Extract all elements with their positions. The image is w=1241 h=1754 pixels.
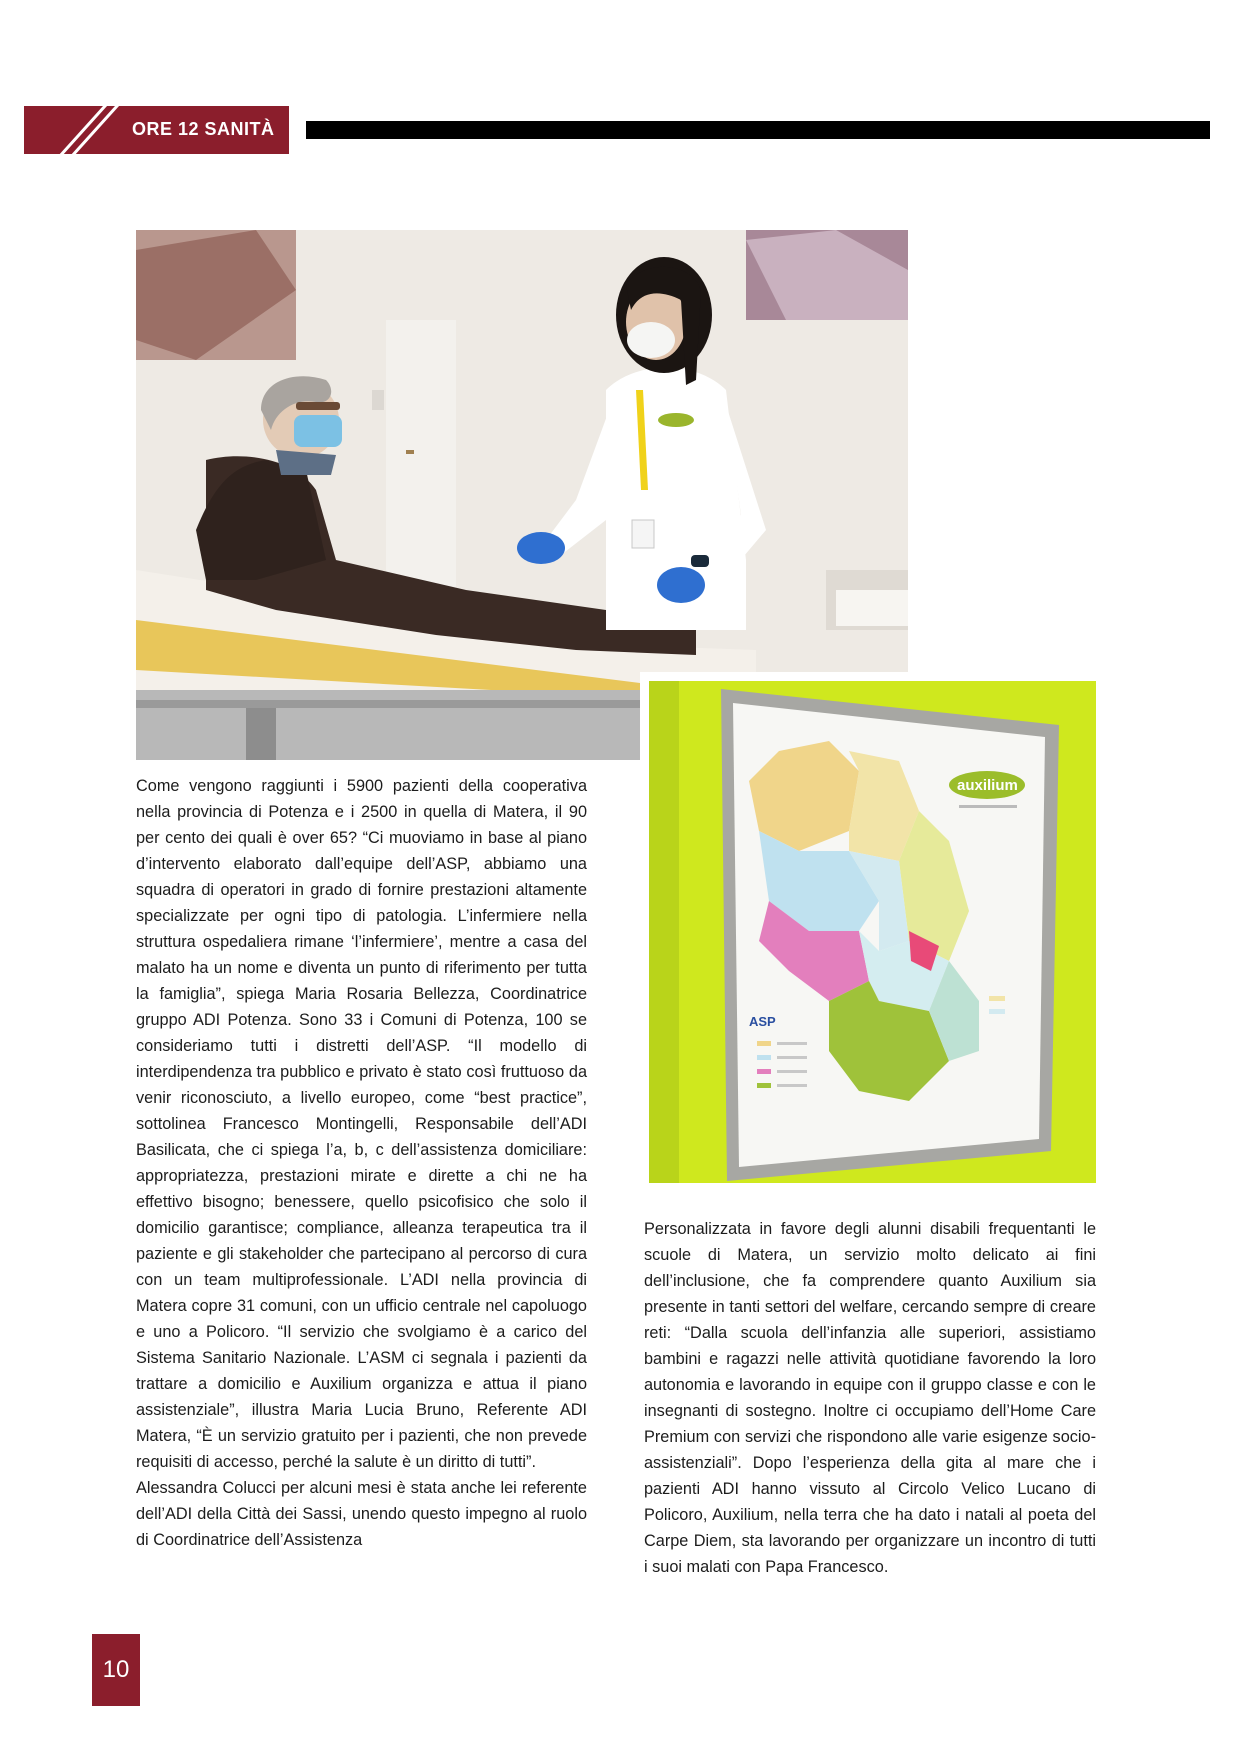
section-label: ORE 12 SANITÀ: [132, 119, 275, 139]
auxilium-logo-text: auxilium: [957, 777, 1018, 794]
map-photo-frame: [640, 672, 1103, 1187]
article-paragraph: Come vengono raggiunti i 5900 pazienti della cooperativa nella provincia di Potenza e i 2500 in quella di Matera, il 90 per cento dei quali è over 65? “Ci muoviamo in base al piano d’intervento elaborato dall’equipe dell’ASP, abbiamo una squadra di operatori in grado di fornire prestazioni altamente specializzate per ogni tipo di patologia. L’infermiere nella struttura ospedaliera rimane ‘l’infermiere’, mentre a casa del malato ha un nome e diventa un punto di riferimento per tutta la famiglia”, spiega Maria Rosaria Bellezza, Coordinatrice gruppo ADI Potenza. Sono 33 i Comuni di Potenza, 100 se consideriamo tutti i distretti dell’ASP. “Il modello di interdipendenza tra pubblico e privato è stato così fruttuoso da venir riconosciuto, a livello europeo, come “best practice”, sottolinea Francesco Montingelli, Responsabile dell’ADI Basilicata, che ci spiega l’a, b, c dell’assistenza domiciliare: appropriatezza, prestazioni mirate e dirette a chi ne ha effettivo bisogno; benessere, quello psicofisico che solo il domicilio garantisce; compliance, alleanza terapeutica tra il paziente e gli stakeholder che partecipano al percorso di cura con un team multiprofessionale. L’ADI nella provincia di Matera copre 31 comuni, con un ufficio centrale nel capoluogo e uno a Policoro. “Il servizio che svolgiamo è a carico del Sistema Sanitario Nazionale. L’ASM ci segnala i pazienti da trattare a domicilio e Auxilium organizza e attua il piano assistenziale”, illustra Maria Lucia Bruno, Referente ADI Matera, “È un servizio gratuito per i pazienti, che non prevede requisiti di accesso, perché la salute è un diritto di tutti”.: [136, 777, 587, 1471]
asp-badge-text: ASP: [749, 1014, 776, 1029]
article-paragraph: Alessandra Colucci per alcuni mesi è stata anche lei referente dell’ADI della Città dei Sassi, unendo questo impegno al ruolo di Coordinatrice dell’Assistenza: [136, 1479, 587, 1549]
decorative-slash: [58, 106, 114, 154]
page-number: 10: [92, 1634, 140, 1706]
article-left-column: [136, 773, 587, 1553]
header-rule: [306, 121, 1210, 139]
map-photo: [649, 681, 1096, 1183]
article-right-column: [644, 1216, 1096, 1580]
article-paragraph: Personalizzata in favore degli alunni disabili frequentanti le scuole di Matera, un servizio molto delicato ai fini dell’inclusione, che fa comprendere quanto Auxilium sia presente in tanti settori del welfare, cercando sempre di creare reti: “Dalla scuola dell’infanzia alle superiori, assistiamo bambini e ragazzi nelle attività quotidiane favorendo la loro autonomia e lavorando in equipe con il gruppo classe e con le insegnanti di sostegno. Inoltre ci occupiamo dell’Home Care Premium con servizi che rispondono alle varie esigenze socio-assistenziali”. Dopo l’esperienza della gita al mare che i pazienti ADI hanno vissuto al Circolo Velico Lucano di Policoro, Auxilium, nella terra che ha dato i natali al poeta del Carpe Diem, sta lavorando per organizzare un incontro di tutti i suoi malati con Papa Francesco.: [644, 1220, 1096, 1576]
basilicata-map-illustration: [649, 681, 1096, 1183]
section-tab: [24, 106, 289, 154]
